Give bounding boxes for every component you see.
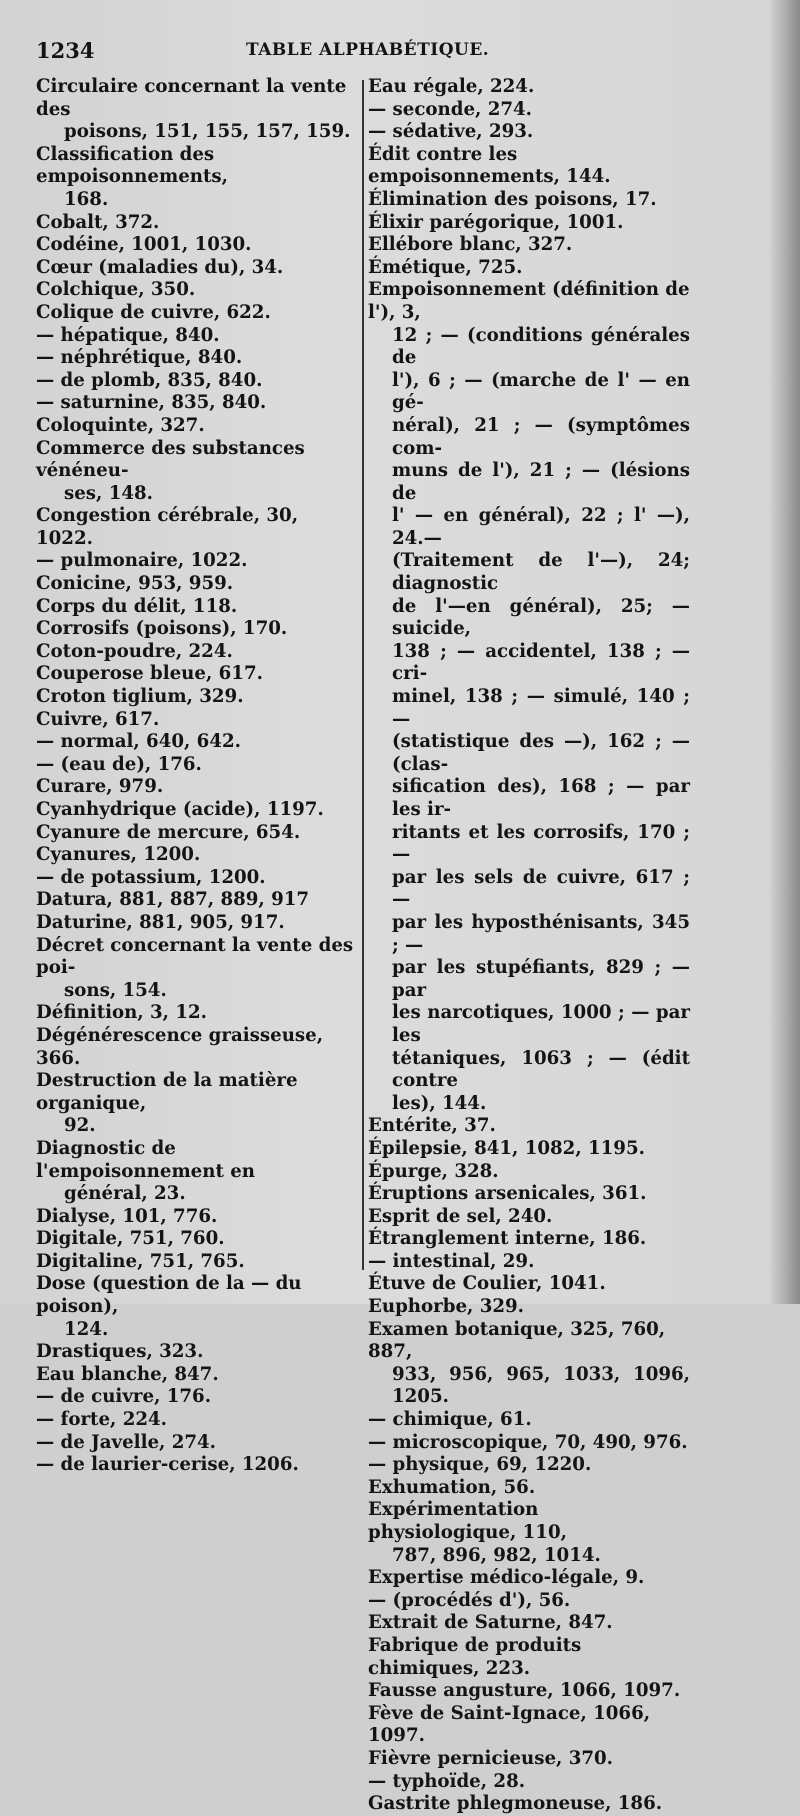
index-entry-headword: Éruptions arsenicales, 361. [368,1183,647,1205]
index-entry-headword: Élixir parégorique, 1001. [368,211,624,233]
index-entry [36,1386,360,1409]
index-entry-continuation: ses, 148. [64,482,154,504]
page-header [36,38,696,68]
index-entry-headword: — (eau de), 176. [36,753,202,775]
index-entry [36,709,360,732]
index-entry-continuation: par les stupéfiants, 829 ; — par [392,957,690,1001]
index-entry-headword: Congestion cérébrale, 30, 1022. [36,505,299,549]
index-entry [36,663,360,686]
index-entry-headword: Définition, 3, 12. [36,1002,207,1024]
index-entry [36,776,360,799]
index-entry-headword: — intestinal, 29. [368,1250,535,1272]
index-entry [368,1409,690,1432]
index-entry [368,279,690,1115]
index-entry-continuation: (Traitement de l'—), 24; diagnostic [392,550,690,595]
index-entry-headword: Datura, 881, 887, 889, 917 [36,889,310,911]
index-entry-headword: Cœur (maladies du), 34. [36,256,284,278]
index-entry [368,1319,690,1409]
index-entry [368,1251,690,1274]
index-entry-headword: — hépatique, 840. [36,324,220,346]
index-entry [368,1296,690,1319]
index-entry [36,641,360,664]
index-entry [36,1206,360,1229]
index-entry [368,1612,690,1635]
index-entry-headword: Expertise médico-légale, 9. [368,1567,645,1589]
index-entry-headword: Conicine, 953, 959. [36,573,234,595]
index-entry-continuation: l'), 6 ; — (marche de l' — en gé- [392,369,690,414]
index-entry-continuation: minel, 138 ; — simulé, 140 ; — [392,686,690,730]
index-entry [368,144,690,189]
index-entry-headword: Fausse angusture, 1066, 1097. [368,1680,681,1702]
index-entry [36,844,360,867]
index-entry-headword: Cyanhydrique (acide), 1197. [36,799,324,820]
index-entry-headword: Examen botanique, 325, 760, 887, [368,1318,666,1363]
index-entry-headword: — de potassium, 1200. [36,866,266,888]
index-entry [368,121,690,144]
index-entry [36,505,360,550]
index-entry [36,76,360,144]
index-entry [368,1748,690,1771]
index-entry [36,144,360,212]
index-entry-headword: Croton tiglium, 329. [36,686,244,708]
index-entry-headword: Cobalt, 372. [36,211,160,233]
index-entry [36,392,360,415]
index-entry [368,1590,690,1613]
index-entry-headword: Fabrique de produits chimiques, 223. [368,1634,582,1679]
index-entry-headword: — néphrétique, 840. [36,347,243,369]
index-entry-headword: Drastiques, 323. [36,1341,204,1363]
index-entry-continuation: néral), 21 ; — (symptômes com- [392,414,690,459]
index-entry-headword: — normal, 640, 642. [36,731,241,753]
index-entry-continuation: 168. [64,188,109,210]
index-entry [36,867,360,890]
index-entry-headword: — saturnine, 835, 840. [36,392,267,414]
index-entry [36,1138,360,1206]
index-entry [36,212,360,235]
index-entry-headword: Esprit de sel, 240. [368,1205,553,1227]
index-entry-headword: Classification des empoisonnements, [36,143,228,188]
index-entry-headword: — seconde, 274. [368,98,533,120]
index-entry [36,1432,360,1455]
index-entry [36,1228,360,1251]
index-entry [368,1567,690,1590]
index-entry-continuation: l' — en général), 22 ; l' —), 24.— [392,505,690,549]
index-entry-continuation: (statistique des —), 162 ; — (clas- [392,731,690,775]
index-entry-headword: Corrosifs (poisons), 170. [36,618,288,640]
index-entry-headword: Empoisonnement (définition de l'), 3, [368,279,690,323]
index-entry-continuation: 933, 956, 965, 1033, 1096, 1205. [392,1363,690,1408]
index-entry-headword: Élimination des poisons, 17. [368,188,657,210]
index-entry [36,1273,360,1341]
index-entry [36,912,360,935]
index-entry-headword: Extrait de Saturne, 847. [368,1612,613,1634]
index-entry [368,76,690,99]
index-entry-headword: Dose (question de la — du poison), [36,1273,302,1318]
index-entry [36,1454,360,1477]
index-entry [36,1002,360,1025]
index-entry-headword: Diagnostic de l'empoisonnement en [36,1137,256,1182]
index-entry [368,1161,690,1184]
index-entry-continuation: les narcotiques, 1000 ; — par les [392,1002,690,1046]
index-entry-continuation: poisons, 151, 155, 157, 159. [64,121,351,143]
index-entry-headword: Étranglement interne, 186. [368,1228,647,1250]
index-entry [36,1364,360,1387]
index-entry-headword: Colchique, 350. [36,279,196,301]
index-entry [368,1793,690,1816]
index-entry-headword: Digitaline, 751, 765. [36,1250,245,1272]
index-entry [36,686,360,709]
index-entry-headword: — pulmonaire, 1022. [36,550,248,572]
index-entry [368,1115,690,1138]
index-entry [36,731,360,754]
index-entry [36,889,360,912]
index-entry-headword: Émétique, 725. [368,256,523,278]
index-entry-headword: Expérimentation physiologique, 110, [368,1499,567,1543]
index-entry-headword: Fièvre pernicieuse, 370. [368,1747,613,1769]
index-entry-headword: Circulaire concernant la vente des [36,76,347,120]
index-entry-headword: — forte, 224. [36,1409,167,1431]
index-entry [36,302,360,325]
index-entry [368,1477,690,1500]
index-entry [36,438,360,506]
index-entry [368,234,690,257]
index-entry [36,234,360,257]
index-entry-headword: Décret concernant la vente des poi- [36,934,354,979]
index-entry-headword: Couperose bleue, 617. [36,663,263,685]
index-entry-continuation: 92. [64,1115,96,1137]
index-entry-headword: Épurge, 328. [368,1160,499,1182]
index-entry-headword: — microscopique, 70, 490, 976. [368,1431,688,1453]
index-entry-headword: — sédative, 293. [368,121,534,143]
index-entry-continuation: par les sels de cuivre, 617 ; — [392,866,690,911]
index-entry-headword: Gastrite phlegmoneuse, 186. [368,1793,663,1815]
index-entry [368,1138,690,1161]
index-entry-continuation: muns de l'), 21 ; — (lésions de [392,460,690,504]
index-entry-continuation: les), 144. [392,1092,487,1114]
index-entry-continuation: 138 ; — accidentel, 138 ; — cri- [392,640,690,685]
index-entry-headword: Entérite, 37. [368,1115,496,1137]
index-entry [36,822,360,845]
index-entry [368,1228,690,1251]
index-entry-headword: Eau blanche, 847. [36,1363,219,1385]
index-entry [368,189,690,212]
index-entry-headword: — (procédés d'), 56. [368,1589,571,1611]
index-entry-continuation: général, 23. [64,1183,186,1205]
index-entry [36,279,360,302]
index-entry [368,1273,690,1296]
index-entry [36,347,360,370]
index-entry [368,1771,690,1794]
index-entry [36,1070,360,1138]
index-entry-headword: Coloquinte, 327. [36,414,205,436]
index-entry-continuation: ritants et les corrosifs, 170 ; — [392,821,690,866]
index-entry-continuation: sons, 154. [64,979,167,1001]
index-entry-headword: — de cuivre, 176. [36,1386,212,1408]
index-entry [36,370,360,393]
index-entry [36,257,360,280]
index-entry [368,1680,690,1703]
index-entry [36,618,360,641]
index-entry [36,1025,360,1070]
index-entry [36,550,360,573]
index-entry [368,1183,690,1206]
index-entry-headword: Cyanures, 1200. [36,844,201,866]
index-entry [368,1703,690,1748]
index-entry-headword: Édit contre les empoisonnements, 144. [368,143,611,188]
index-entry-headword: Fève de Saint-Ignace, 1066, 1097. [368,1702,651,1747]
index-entry-headword: Épilepsie, 841, 1082, 1195. [368,1137,645,1159]
index-entry [368,1432,690,1455]
index-entry [36,573,360,596]
index-entry-headword: Destruction de la matière organique, [36,1070,298,1114]
index-entry-headword: Cuivre, 617. [36,708,160,730]
index-entry [368,99,690,122]
index-entry-headword: Euphorbe, 329. [368,1296,524,1318]
index-entry [36,325,360,348]
index-entry-continuation: 787, 896, 982, 1014. [392,1544,601,1566]
index-entry-continuation: tétaniques, 1063 ; — (édit contre [392,1047,690,1092]
index-entry-headword: Daturine, 881, 905, 917. [36,911,285,933]
index-entry-headword: Dialyse, 101, 776. [36,1205,218,1227]
index-column-right [368,76,690,1816]
index-entry-continuation: sification des), 168 ; — par les ir- [392,776,690,820]
page-number: 1234 [36,38,95,63]
index-entry-headword: Ellébore blanc, 327. [368,234,573,256]
index-entry [36,415,360,438]
index-entry-continuation: 12 ; — (conditions générales de [392,324,690,369]
index-entry-headword: — typhoïde, 28. [368,1770,526,1792]
index-entry-headword: — de Javelle, 274. [36,1431,217,1453]
index-entry [368,1635,690,1680]
index-entry [368,257,690,280]
index-entry-headword: Colique de cuivre, 622. [36,301,271,323]
index-entry-headword: Codéine, 1001, 1030. [36,234,252,256]
column-divider [362,80,364,1270]
index-entry [36,935,360,1003]
index-entry-continuation: de l'—en général), 25; — suicide, [392,595,690,640]
index-entry [36,1341,360,1364]
index-entry-headword: Corps du délit, 118. [36,595,238,617]
index-entry-headword: — de laurier-cerise, 1206. [36,1454,299,1476]
index-entry-headword: Dégénérescence graisseuse, 366. [36,1024,324,1069]
index-entry [36,596,360,619]
index-entry-headword: Eau régale, 224. [368,76,535,97]
index-entry-headword: Curare, 979. [36,776,164,798]
index-entry [368,1499,690,1567]
index-entry-continuation: par les hyposthénisants, 345 ; — [392,911,690,956]
index-entry [36,1409,360,1432]
index-entry-headword: — chimique, 61. [368,1409,532,1431]
index-entry [368,1206,690,1229]
index-entry-headword: — physique, 69, 1220. [368,1454,592,1476]
index-entry [36,754,360,777]
index-entry-headword: Cyanure de mercure, 654. [36,821,301,843]
index-column-left [36,76,360,1477]
index-entry-headword: Étuve de Coulier, 1041. [368,1273,606,1295]
index-entry-headword: Digitale, 751, 760. [36,1228,225,1250]
index-entry-headword: Commerce des substances vénéneu- [36,437,305,482]
index-entry-headword: Exhumation, 56. [368,1476,536,1498]
index-entry [368,212,690,235]
index-entry [36,799,360,822]
index-entry [368,1454,690,1477]
index-entry-continuation: 124. [64,1318,109,1340]
running-title: TABLE ALPHABÉTIQUE. [246,40,490,60]
index-entry [36,1251,360,1274]
index-entry-headword: Coton-poudre, 224. [36,640,233,662]
index-entry-headword: — de plomb, 835, 840. [36,369,263,391]
